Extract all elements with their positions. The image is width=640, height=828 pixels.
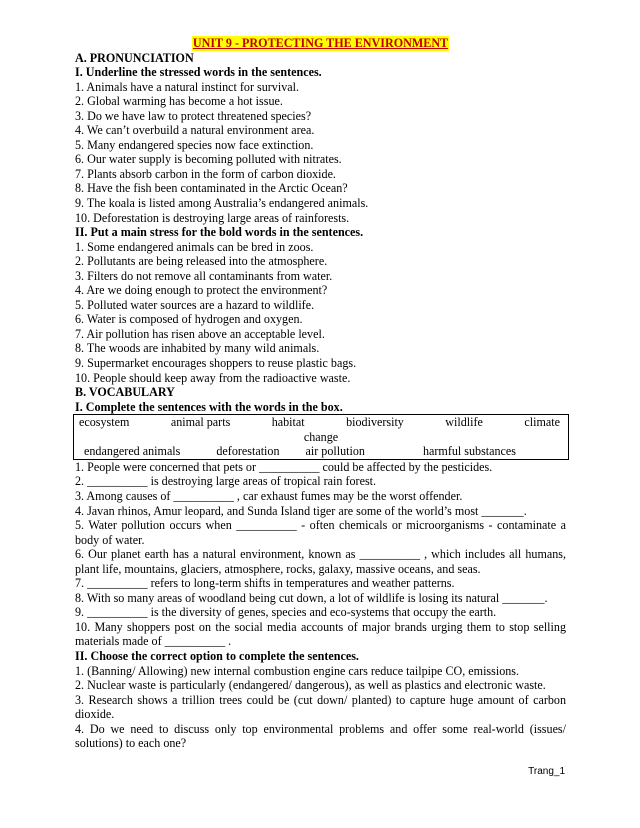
part-a1-list: [75, 80, 566, 225]
word-box-item: climate: [524, 415, 560, 430]
worksheet-title: UNIT 9 - PROTECTING THE ENVIRONMENT: [192, 36, 449, 50]
word-box-item: endangered animals: [84, 444, 181, 459]
list-item: 9. Supermarket encourages shoppers to reuse plastic bags.: [75, 356, 357, 371]
list-item: 2. __________ is destroying large areas of tropical rain forest.: [75, 474, 377, 489]
list-item: 8. Have the fish been contaminated in the Arctic Ocean?: [75, 181, 348, 196]
list-item: 6. Our planet earth has a natural environment, known as __________ , which includes all humans, plant life, mountains, glaciers, atmosphere, rocks, galaxy, massive oceans, and seas.: [75, 547, 566, 576]
list-item: 1. (Banning/ Allowing) new internal combustion engine cars reduce tailpipe CO, emissions.: [75, 663, 520, 678]
list-item: 6. Our water supply is becoming polluted with nitrates.: [75, 152, 342, 167]
word-box-item: harmful substances: [422, 444, 516, 459]
list-item: 3. Do we have law to protect threatened species?: [75, 108, 312, 123]
list-item: 7. Air pollution has risen above an acceptable level.: [75, 326, 325, 341]
part-b2-list: [75, 664, 566, 751]
list-item: 5. Many endangered species now face extinction.: [75, 137, 314, 152]
list-item: 8. The woods are inhabited by many wild animals.: [75, 341, 320, 356]
part-b1-list: [75, 460, 566, 649]
list-item: 2. Pollutants are being released into the atmosphere.: [75, 254, 328, 269]
part-a1-heading: I. Underline the stressed words in the sentences.: [75, 65, 322, 80]
list-item: 7. Plants absorb carbon in the form of carbon dioxide.: [75, 166, 336, 181]
list-item: 5. Water pollution occurs when __________ - often chemicals or microorganisms - contaminate a body of water.: [75, 518, 566, 547]
word-box: [73, 414, 569, 460]
section-a-heading: A. PRONUNCIATION: [75, 50, 194, 65]
page-number: Trang_1: [528, 766, 565, 777]
word-box-item: change: [303, 429, 339, 444]
part-b1-heading: I. Complete the sentences with the words in the box.: [75, 399, 343, 414]
list-item: 4. Do we need to discuss only top environmental problems and offer some real-world (issues/ solutions) to each one?: [75, 721, 566, 751]
part-a2-heading: II. Put a main stress for the bold words in the sentences.: [75, 225, 364, 240]
list-item: 10. Deforestation is destroying large areas of rainforests.: [75, 210, 350, 225]
word-box-item: biodiversity: [346, 415, 404, 430]
worksheet-page: [75, 36, 566, 751]
list-item: 2. Nuclear waste is particularly (endangered/ dangerous), as well as plastics and electronic waste.: [75, 678, 546, 693]
list-item: 9. The koala is listed among Australia’s endangered animals.: [75, 196, 369, 211]
list-item: 2. Global warming has become a hot issue.: [75, 94, 283, 109]
list-item: 3. Filters do not remove all contaminants from water.: [75, 268, 333, 283]
list-item: 3. Research shows a trillion trees could be (cut down/ planted) to capture huge amount of carbon dioxide.: [75, 692, 566, 722]
list-item: 1. People were concerned that pets or __________ could be affected by the pesticides.: [75, 459, 493, 474]
list-item: 4. Are we doing enough to protect the environment?: [75, 283, 328, 298]
list-item: 10. People should keep away from the radioactive waste.: [75, 370, 351, 385]
part-b2-heading: II. Choose the correct option to complete the sentences.: [75, 648, 359, 663]
list-item: 5. Polluted water sources are a hazard to wildlife.: [75, 297, 315, 312]
list-item: 10. Many shoppers post on the social media accounts of major brands urging them to stop selling materials made of __________ .: [75, 619, 566, 649]
list-item: 7. __________ refers to long-term shifts in temperatures and weather patterns.: [75, 576, 455, 591]
word-box-item: air pollution: [305, 444, 365, 459]
list-item: 9. __________ is the diversity of genes, species and eco-systems that occupy the earth.: [75, 605, 497, 620]
word-box-item: wildlife: [445, 415, 483, 430]
list-item: 1. Some endangered animals can be bred in zoos.: [75, 239, 314, 254]
part-a2-list: [75, 240, 566, 385]
list-item: 1. Animals have a natural instinct for survival.: [75, 79, 300, 94]
section-b-heading: B. VOCABULARY: [75, 385, 175, 400]
word-box-item: animal parts: [170, 415, 231, 430]
word-box-item: habitat: [271, 415, 305, 430]
list-item: 6. Water is composed of hydrogen and oxygen.: [75, 312, 303, 327]
list-item: 4. Javan rhinos, Amur leopard, and Sunda Island tiger are some of the world’s most _______.: [75, 503, 527, 518]
list-item: 3. Among causes of __________ , car exhaust fumes may be the worst offender.: [75, 488, 463, 503]
word-box-item: deforestation: [216, 444, 280, 459]
list-item: 4. We can’t overbuild a natural environment area.: [75, 123, 315, 138]
word-box-item: ecosystem: [79, 415, 130, 430]
list-item: 8. With so many areas of woodland being cut down, a lot of wildlife is losing its natural _______.: [75, 590, 548, 605]
